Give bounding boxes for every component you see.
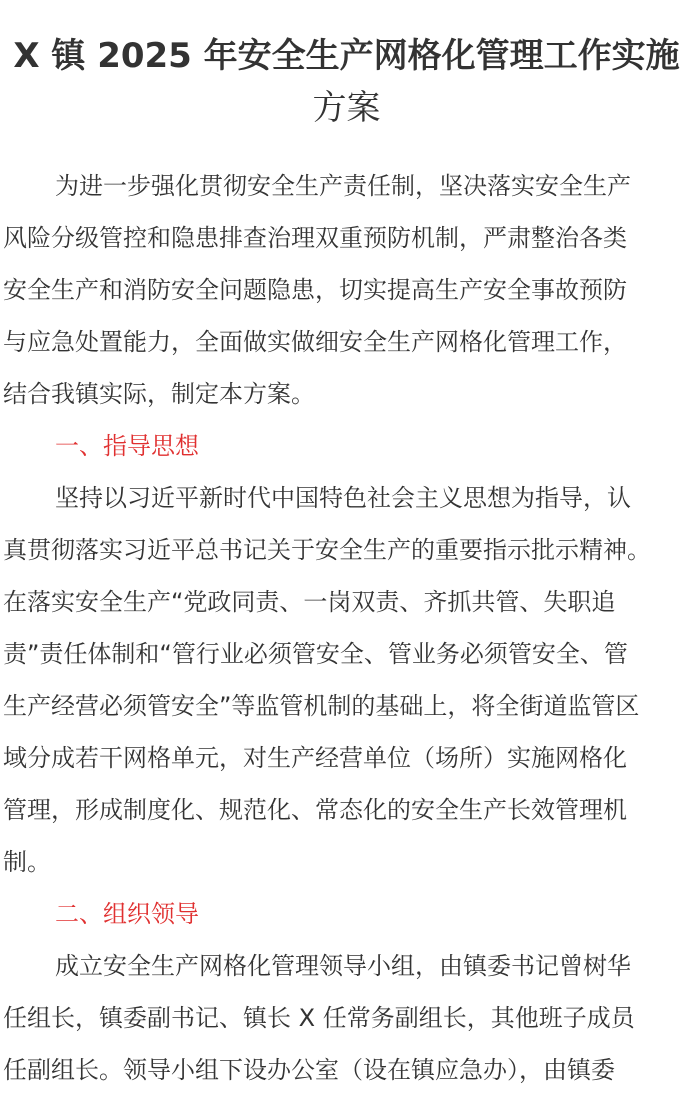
- intro-line: 安全生产和消防安全问题隐患，切实提高生产安全事故预防: [3, 276, 627, 304]
- guiding-ideology-line: 生产经营必须管安全”等监管机制的基础上，将全街道监管区: [3, 692, 640, 720]
- intro-line: 结合我镇实际，制定本方案。: [3, 380, 315, 408]
- organization-line: 任副组长。领导小组下设办公室（设在镇应急办），由镇委: [3, 1056, 615, 1084]
- guiding-ideology-line: 管理，形成制度化、规范化、常态化的安全生产长效管理机: [3, 796, 627, 824]
- document-title-line-2: 方案: [312, 88, 381, 128]
- guiding-ideology-line: 在落实安全生产“党政同责、一岗双责、齐抓共管、失职追: [3, 588, 616, 616]
- guiding-ideology-line: 坚持以习近平新时代中国特色社会主义思想为指导，认: [55, 484, 631, 512]
- document-body: [0, 160, 693, 1096]
- section-heading-guiding-ideology: 一、指导思想: [55, 432, 199, 460]
- organization-line: 任组长，镇委副书记、镇长 X 任常务副组长，其他班子成员: [3, 1004, 635, 1032]
- guiding-ideology-line: 域分成若干网格单元，对生产经营单位（场所）实施网格化: [3, 744, 627, 772]
- organization-paragraph: [3, 940, 690, 1096]
- guiding-ideology-line: 责”责任体制和“管行业必须管安全、管业务必须管安全、管: [3, 640, 628, 668]
- guiding-ideology-line: 制。: [3, 848, 51, 876]
- intro-line: 与应急处置能力，全面做实做细安全生产网格化管理工作，: [3, 328, 627, 356]
- intro-line: 风险分级管控和隐患排查治理双重预防机制，严肃整治各类: [3, 224, 627, 252]
- guiding-ideology-paragraph: [3, 472, 690, 888]
- section-heading-organization: 二、组织领导: [55, 900, 199, 928]
- guiding-ideology-line: 真贯彻落实习近平总书记关于安全生产的重要指示批示精神。: [3, 536, 651, 564]
- organization-line: 成立安全生产网格化管理领导小组，由镇委书记曾树华: [55, 952, 631, 980]
- intro-line: 为进一步强化贯彻安全生产责任制，坚决落实安全生产: [55, 172, 631, 200]
- document-title: [0, 0, 693, 134]
- intro-paragraph: [3, 160, 690, 420]
- document-title-line-1: X 镇 2025 年安全生产网格化管理工作实施: [13, 36, 680, 76]
